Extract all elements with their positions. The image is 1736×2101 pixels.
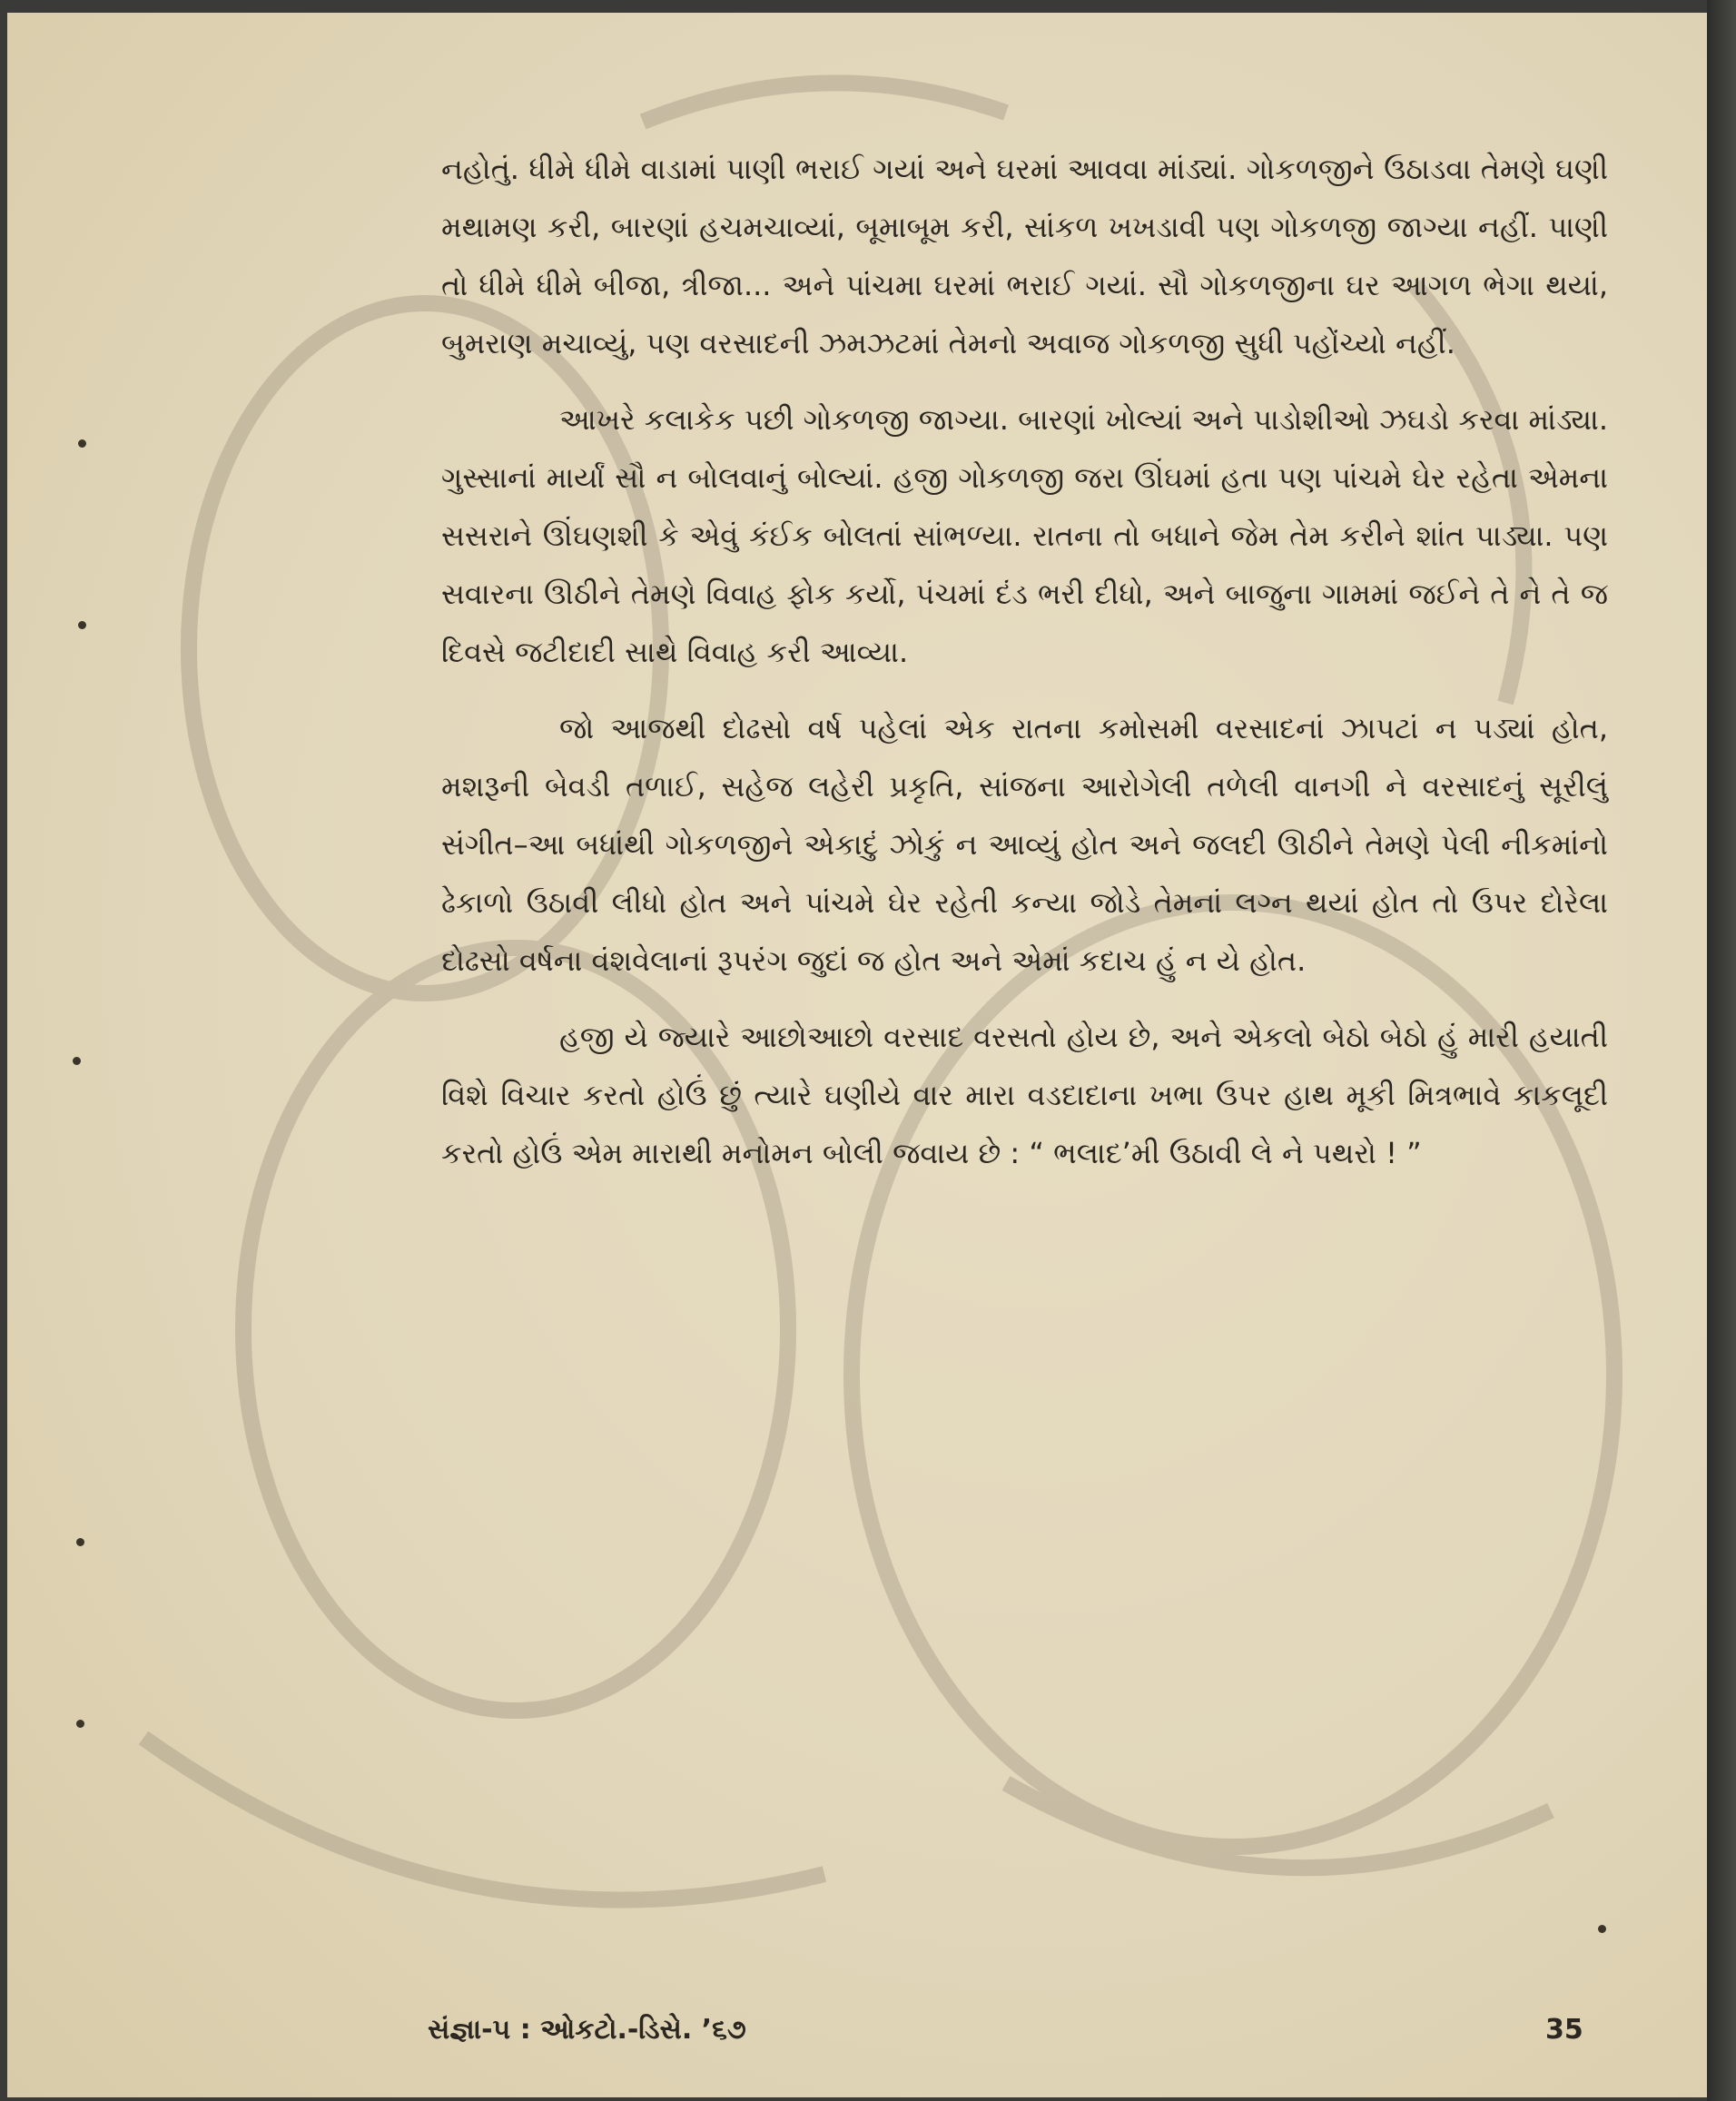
binding-hole xyxy=(76,1720,84,1728)
binding-hole xyxy=(1598,1925,1606,1933)
paragraph: આખરે કલાકેક પછી ગોકળજી જાગ્યા. બારણાં ખોલ્યાં અને પાડોશીઓ ઝઘડો કરવા માંડ્યા. ગુસ્સાનાં માર્યાં સૌ ન બોલવાનું બોલ્યાં. હજી ગોકળજી જરા ઊંઘમાં હતા પણ પાંચમે ઘેર રહેતા એમના સસરાને ઊંઘણશી કે એવું કંઈક બોલતાં સાંભળ્યા. રાતના તો બધાને જેમ તેમ કરીને શાંત પાડ્યા. પણ સવારના ઊઠીને તેમણે વિવાહ ફોક કર્યો, પંચમાં દંડ ભરી દીધો, અને બાજુના ગામમાં જઈને તે ને તે જ દિવસે જટીદાદી સાથે વિવાહ કરી આવ્યા. xyxy=(441,402,1608,669)
paragraph: હજી યે જ્યારે આછોઆછો વરસાદ વરસતો હોય છે, અને એકલો બેઠો બેઠો હું મારી હયાતી વિશે વિચાર કરતો હોઉં છું ત્યારે ઘણીયે વાર મારા વડદાદાના ખભા ઉપર હાથ મૂકી મિત્રભાવે કાકલૂદી કરતો હોઉં એમ મારાથી મનોમન બોલી જવાય છે : “ ભલાદ’મી ઉઠાવી લે ને પથરો ! ” xyxy=(441,1020,1608,1170)
journal-footer: સંજ્ઞા-૫ : ઓકટો.-ડિસે. ’૬૭ xyxy=(428,2014,746,2046)
paragraph: જો આજથી દોઢસો વર્ષ પહેલાં એક રાતના કમોસમી વરસાદનાં ઝાપટાં ન પડ્યાં હોત, મશરૂની બેવડી તળાઈ, સહેજ લહેરી પ્રકૃતિ, સાંજના આરોગેલી તળેલી વાનગી ને વરસાદનું સૂરીલું સંગીત–આ બધાંથી ગોકળજીને એકાદું ઝોકું ન આવ્યું હોત અને જલદી ઊઠીને તેમણે પેલી નીકમાંનો ઢેકાળો ઉઠાવી લીધો હોત અને પાંચમે ઘેર રહેતી કન્યા જોડે તેમનાં લગ્ન થયાં હોત તો ઉપર દોરેલા દોઢસો વર્ષના વંશવેલાનાં રૂપરંગ જુદાં જ હોત અને એમાં કદાચ હું ન યે હોત. xyxy=(441,711,1608,978)
binding-hole xyxy=(78,439,86,448)
binding-hole xyxy=(73,1057,81,1065)
scanner-edge xyxy=(1707,0,1736,2101)
binding-hole xyxy=(76,1538,84,1546)
page-sheet xyxy=(7,13,1716,2097)
article-body xyxy=(441,140,1608,1200)
paragraph: નહોતું. ધીમે ધીમે વાડામાં પાણી ભરાઈ ગયાં અને ઘરમાં આવવા માંડ્યાં. ગોકળજીને ઉઠાડવા તેમણે ઘણી મથામણ કરી, બારણાં હચમચાવ્યાં, બૂમાબૂમ કરી, સાંકળ ખખડાવી પણ ગોકળજી જાગ્યા નહીં. પાણી તો ધીમે ધીમે બીજા, ત્રીજા... અને પાંચમા ઘરમાં ભરાઈ ગયાં. સૌ ગોકળજીના ઘર આગળ ભેગા થયાં, બુમરાણ મચાવ્યું, પણ વરસાદની ઝમઝટમાં તેમનો અવાજ ગોકળજી સુધી પહોંચ્યો નહીં. xyxy=(441,152,1608,360)
binding-hole xyxy=(78,621,86,629)
page-number: 35 xyxy=(1545,2014,1583,2046)
